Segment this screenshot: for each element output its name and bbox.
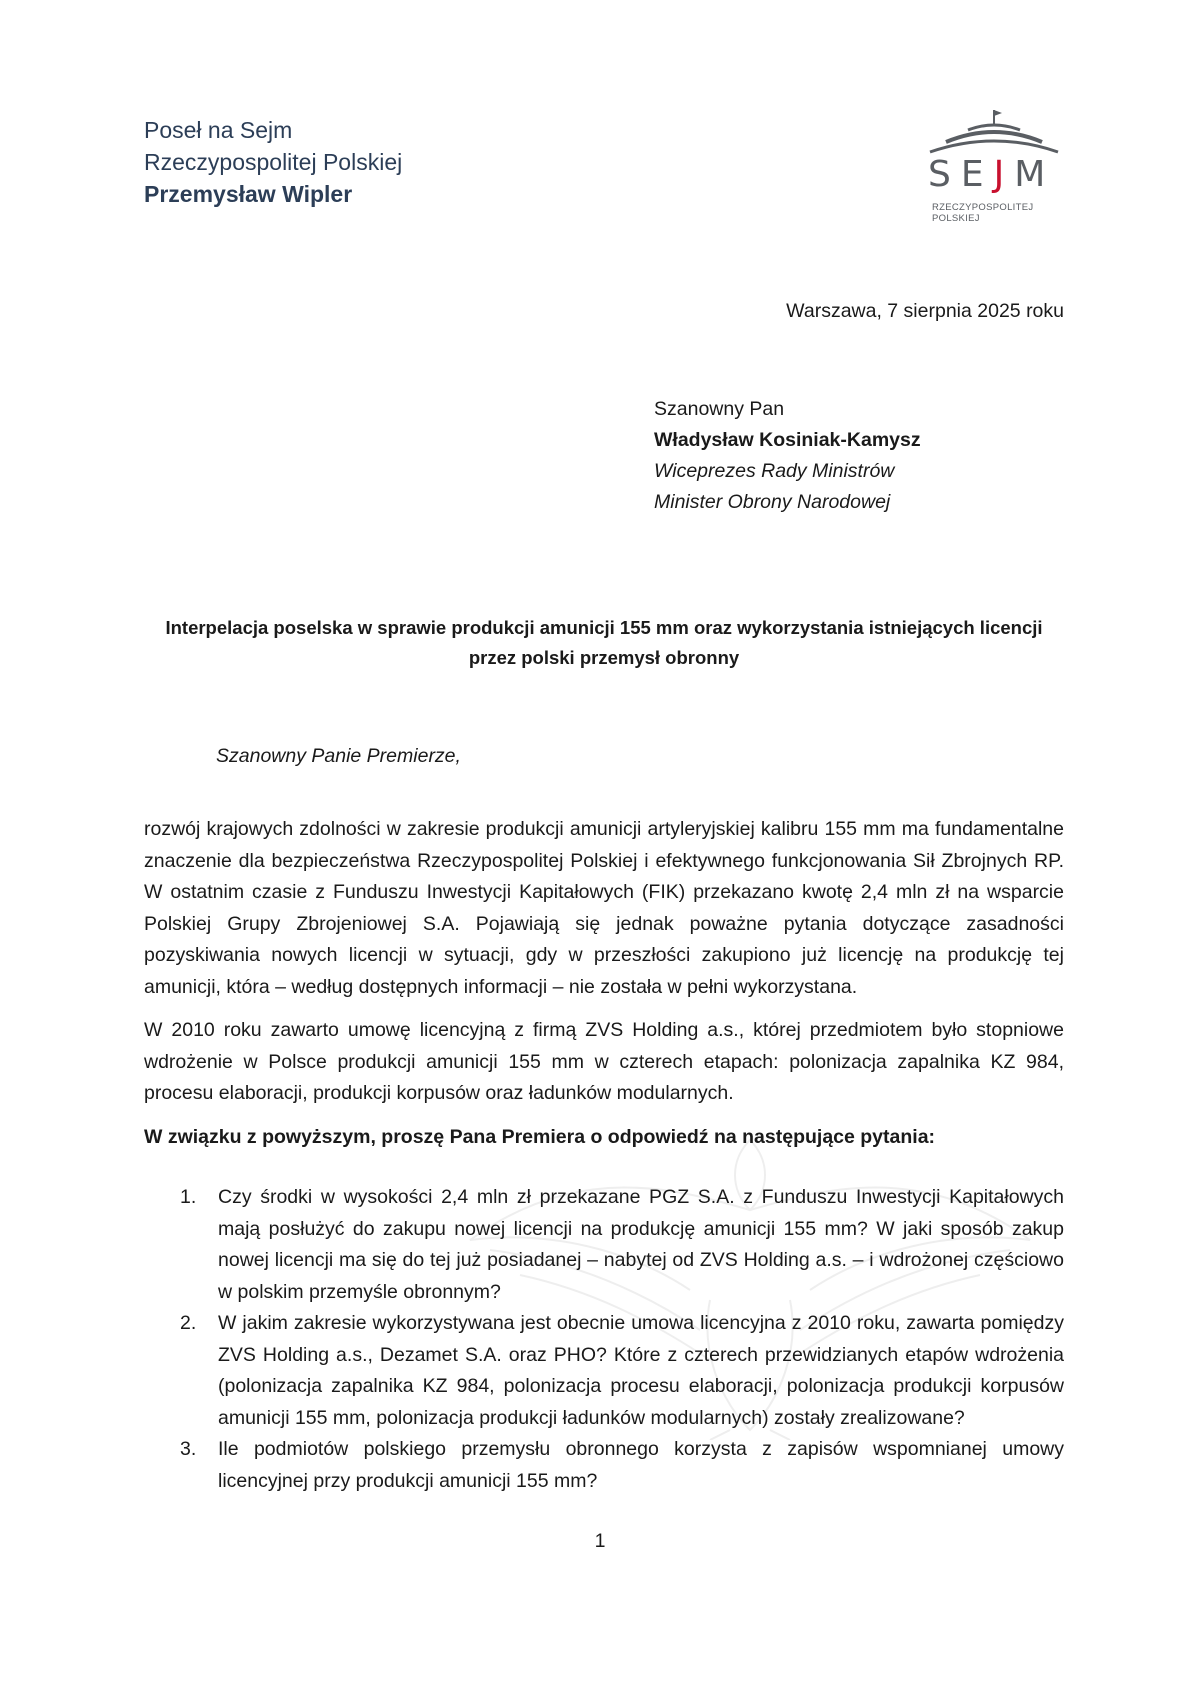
list-item-text: Czy środki w wysokości 2,4 mln zł przekazane PGZ S.A. z Funduszu Inwestycji Kapitałowych mają posłużyć do zakupu nowej licencji na produkcję amunicji 155 mm? W jaki sposób zakup nowej licencji ma się do tej już posiadanej – nabytej od ZVS Holding a.s. – i wdrożonej częściowo w polskim przemyśle obronnym? [218,1186,1064,1303]
list-item [144,1308,1064,1434]
addressee-greeting: Szanowny Pan [654,398,785,420]
list-item [144,1182,1064,1308]
logo-text-m: M [1014,154,1056,195]
sejm-logo-text [928,154,1060,195]
page-number: 1 [594,1530,606,1552]
questions-list [144,1182,1064,1497]
sender-line-2: Rzeczypospolitej Polskiej [144,149,403,175]
sejm-dome-icon [928,108,1060,158]
addressee-role-1: Wiceprezes Rady Ministrów [654,460,895,482]
list-item-number: 1. [180,1186,197,1208]
letter-body [144,814,1064,1165]
salutation: Szanowny Panie Premierze, [216,745,461,767]
sender-block [144,114,402,210]
sejm-logo [928,108,1060,224]
addressee-name: Władysław Kosiniak-Kamysz [654,429,921,451]
list-item-number: 2. [180,1312,197,1334]
logo-text-se: SE [928,154,994,195]
addressee-role-2: Minister Obrony Narodowej [654,491,891,513]
letter-date: Warszawa, 7 sierpnia 2025 roku [786,300,1064,322]
list-item-text: W jakim zakresie wykorzystywana jest obecnie umowa licencyjna z 2010 roku, zawarta pomiędzy ZVS Holding a.s., Dezamet S.A. oraz PHO? Które z czterech przewidzianych etapów wdrożenia (polonizacja zapalnika KZ 984, polonizacja procesu elaboracji, polonizacja produkcji korpusów amunicji 155 mm, polonizacja produkcji ładunków modularnych) zostały zrealizowane? [218,1312,1064,1429]
logo-subtitle: RZECZYPOSPOLITEJ POLSKIEJ [932,202,1034,224]
sender-name: Przemysław Wipler [144,181,353,207]
list-item [144,1434,1064,1497]
list-item-number: 3. [180,1438,197,1460]
list-item-text: Ile podmiotów polskiego przemysłu obronnego korzysta z zapisów wspomnianej umowy licencyjnej przy produkcji amunicji 155 mm? [218,1438,1064,1492]
body-paragraph-3: W związku z powyższym, proszę Pana Premiera o odpowiedź na następujące pytania: [144,1125,936,1148]
addressee-block [654,394,921,518]
sender-line-1: Poseł na Sejm [144,117,293,143]
letter-subject: Interpelacja poselska w sprawie produkcji amunicji 155 mm oraz wykorzystania istniejących licencji przez polski przemysł obronny [165,617,1043,668]
body-paragraph-2: W 2010 roku zawarto umowę licencyjną z firmą ZVS Holding a.s., której przedmiotem było stopniowe wdrożenie w Polsce produkcji amunicji 155 mm w czterech etapach: polonizacja zapalnika KZ 984, procesu elaboracji, produkcji korpusów oraz ładunków modularnych. [144,1019,1064,1104]
body-paragraph-1: rozwój krajowych zdolności w zakresie produkcji amunicji artyleryjskiej kalibru 155 mm ma fundamentalne znaczenie dla bezpieczeństwa Rzeczypospolitej Polskiej i efektywnego funkcjonowania Sił Zbrojnych RP. W ostatnim czasie z Funduszu Inwestycji Kapitałowych (FIK) przekazano kwotę 2,4 mln zł na wsparcie Polskiej Grupy Zbrojeniowej S.A. Pojawiają się jednak poważne pytania dotyczące zasadności pozyskiwania nowych licencji w sytuacji, gdy w przeszłości zakupiono już licencję na produkcję tej amunicji, która – według dostępnych informacji – nie została w pełni wykorzystana. [144,818,1064,998]
logo-text-j: J [993,154,1015,195]
